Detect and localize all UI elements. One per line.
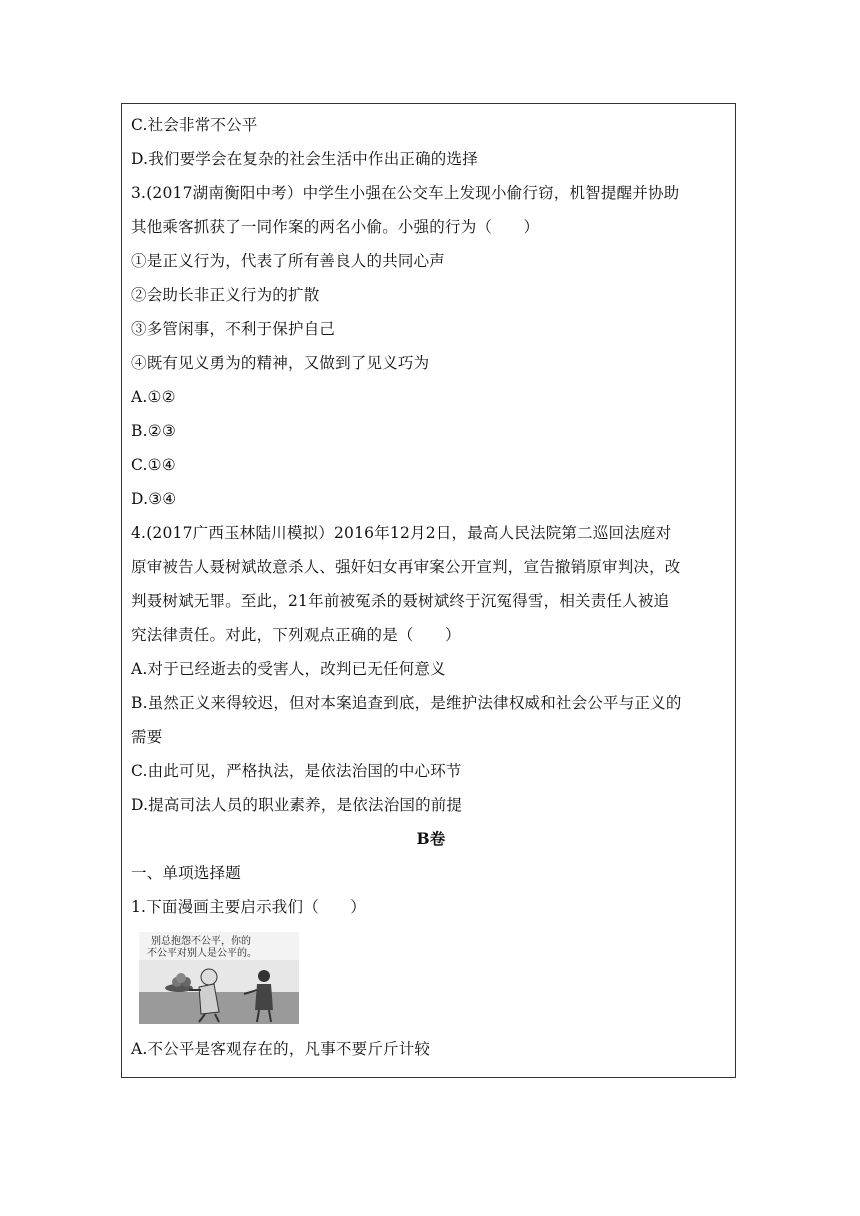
q4-option-d: D.提高司法人员的职业素养，是依法治国的前提 xyxy=(131,796,463,814)
q3-option-a: A.①② xyxy=(131,388,176,406)
q4-stem-line-1: 4.(2017广西玉林陆川模拟）2016年12月2日，最高人民法院第二巡回法庭对 xyxy=(131,524,672,542)
document-content xyxy=(131,108,731,1066)
b-q1-option-a: A.不公平是客观存在的，凡事不要斤斤计较 xyxy=(131,1040,431,1058)
q4-option-a: A.对于已经逝去的受害人，改判已无任何意义 xyxy=(131,660,446,678)
q4-option-b-line-1: B.虽然正义来得较迟，但对本案追查到底，是维护法律权威和社会公平与正义的 xyxy=(131,694,682,712)
q3-item-4: ④既有见义勇为的精神，又做到了见义巧为 xyxy=(131,354,430,372)
cartoon-image xyxy=(139,932,299,1024)
b-q1-stem: 1.下面漫画主要启示我们（ ） xyxy=(131,898,366,916)
section-b-title: B卷 xyxy=(416,829,446,848)
q4-stem-line-3: 判聂树斌无罪。至此，21年前被冤杀的聂树斌终于沉冤得雪，相关责任人被追 xyxy=(131,592,670,610)
option-c-prev: C.社会非常不公平 xyxy=(131,116,258,134)
q3-item-1: ①是正义行为，代表了所有善良人的共同心声 xyxy=(131,252,446,270)
q4-stem-line-2: 原审被告人聂树斌故意杀人、强奸妇女再审案公开宣判，宣告撤销原审判决，改 xyxy=(131,558,681,576)
option-d-prev: D.我们要学会在复杂的社会生活中作出正确的选择 xyxy=(131,150,478,168)
q3-option-b: B.②③ xyxy=(131,422,176,440)
q3-stem-line-1: 3.(2017湖南衡阳中考）中学生小强在公交车上发现小偷行窃，机智提醒并协助 xyxy=(131,184,680,202)
q4-stem-line-4: 究法律责任。对此，下列观点正确的是（ ） xyxy=(131,626,461,644)
q4-option-b-line-2: 需要 xyxy=(131,728,163,746)
cartoon-caption-2: 不公平对别人是公平的。 xyxy=(147,948,257,959)
section-b-subtitle: 一、单项选择题 xyxy=(131,864,241,882)
cartoon-caption-1: 别总抱怨不公平，你的 xyxy=(151,936,251,947)
q3-option-c: C.①④ xyxy=(131,456,176,474)
q3-item-2: ②会助长非正义行为的扩散 xyxy=(131,286,320,304)
q3-option-d: D.③④ xyxy=(131,490,177,508)
q4-option-c: C.由此可见，严格执法，是依法治国的中心环节 xyxy=(131,762,462,780)
q3-stem-line-2: 其他乘客抓获了一同作案的两名小偷。小强的行为（ ） xyxy=(131,218,540,236)
q3-item-3: ③多管闲事，不利于保护自己 xyxy=(131,320,336,338)
